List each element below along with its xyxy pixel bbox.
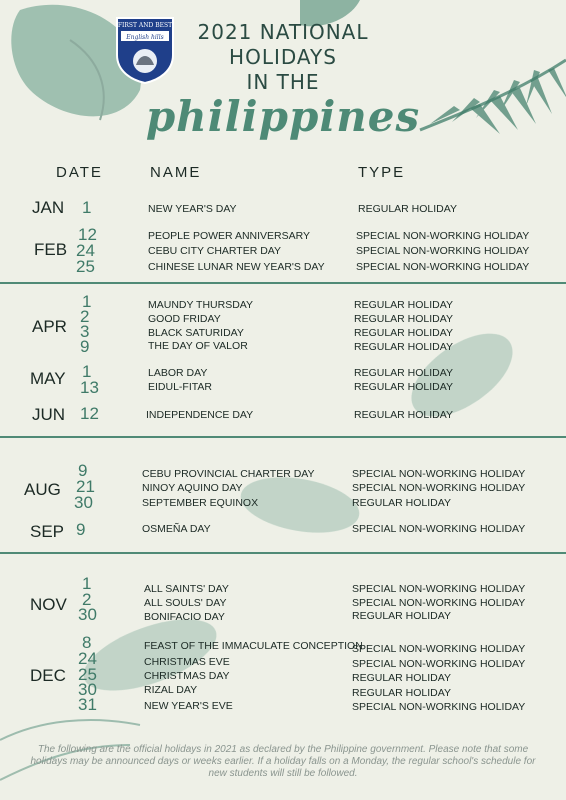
holiday-day: 24 <box>76 241 95 260</box>
holiday-type: SPECIAL NON-WORKING HOLIDAY <box>356 230 530 242</box>
holiday-day: 25 <box>78 665 97 684</box>
holiday-day: 2 <box>80 307 90 326</box>
holiday-day: 25 <box>76 257 95 276</box>
holiday-name: RIZAL DAY <box>144 684 198 696</box>
holiday-day: 21 <box>76 477 95 496</box>
holiday-type: SPECIAL NON-WORKING HOLIDAY <box>352 658 526 670</box>
header-date: DATE <box>56 164 103 181</box>
holiday-name: CHRISTMAS DAY <box>144 670 230 682</box>
holiday-name: GOOD FRIDAY <box>148 313 221 325</box>
footer-note: The following are the official holidays in 2021 as declared by the Philippine government. Please note that some holidays may be announced days or weeks earlier. If a holiday falls on a Monday, the regular school's schedule for new students will still be followed. <box>30 744 536 779</box>
holiday-name: NINOY AQUINO DAY <box>142 482 243 494</box>
holiday-day: 9 <box>80 337 90 356</box>
holiday-name: FEAST OF THE IMMACULATE CONCEPTION <box>144 640 363 652</box>
month-may: MAY <box>30 369 66 388</box>
month-jun: JUN <box>32 405 66 424</box>
holiday-day: 2 <box>82 590 92 609</box>
month-jan: JAN <box>32 198 65 217</box>
holiday-name: BLACK SATURIDAY <box>148 327 244 339</box>
holiday-name: EIDUL-FITAR <box>148 381 212 393</box>
holiday-type: REGULAR HOLIDAY <box>354 299 453 311</box>
holiday-type: REGULAR HOLIDAY <box>354 341 453 353</box>
holiday-name: PEOPLE POWER ANNIVERSARY <box>148 230 311 242</box>
section-divider <box>0 436 566 438</box>
holiday-type: REGULAR HOLIDAY <box>354 313 453 325</box>
title-script: philippines <box>145 92 421 141</box>
holiday-name: SEPTEMBER EQUINOX <box>142 497 259 509</box>
holiday-name: MAUNDY THURSDAY <box>148 299 254 311</box>
title-line-1: 2021 NATIONAL <box>197 20 369 44</box>
holiday-type: REGULAR HOLIDAY <box>354 367 453 379</box>
holiday-day: 9 <box>78 461 88 480</box>
header-name: NAME <box>150 164 202 181</box>
holiday-name: BONIFACIO DAY <box>144 611 225 623</box>
holiday-type: SPECIAL NON-WORKING HOLIDAY <box>356 245 530 257</box>
holiday-name: NEW YEAR'S DAY <box>148 203 237 215</box>
holiday-day: 1 <box>82 574 92 593</box>
holiday-day: 30 <box>78 680 97 699</box>
holiday-type: REGULAR HOLIDAY <box>352 497 451 509</box>
holiday-name: LABOR DAY <box>148 367 208 379</box>
holiday-name: THE DAY OF VALOR <box>148 340 248 352</box>
holiday-day: 24 <box>78 649 97 668</box>
holiday-day: 8 <box>82 633 92 652</box>
holiday-type: SPECIAL NON-WORKING HOLIDAY <box>352 643 526 655</box>
month-nov: NOV <box>30 595 67 614</box>
month-aug: AUG <box>24 480 61 499</box>
holiday-day: 12 <box>78 225 97 244</box>
holiday-type: SPECIAL NON-WORKING HOLIDAY <box>352 523 526 535</box>
holiday-day: 9 <box>76 520 86 539</box>
holiday-type: SPECIAL NON-WORKING HOLIDAY <box>352 468 526 480</box>
holiday-type: REGULAR HOLIDAY <box>354 409 453 421</box>
holiday-type: REGULAR HOLIDAY <box>352 672 451 684</box>
holiday-day: 30 <box>74 493 93 512</box>
holiday-day: 31 <box>78 695 97 714</box>
holiday-type: REGULAR HOLIDAY <box>354 381 453 393</box>
holiday-name: NEW YEAR'S EVE <box>144 700 233 712</box>
holiday-name: CHINESE LUNAR NEW YEAR'S DAY <box>148 261 325 273</box>
holiday-type: SPECIAL NON-WORKING HOLIDAY <box>352 583 526 595</box>
holiday-name: CHRISTMAS EVE <box>144 656 230 668</box>
holiday-day: 12 <box>80 404 99 423</box>
section-divider <box>0 552 566 554</box>
month-feb: FEB <box>34 240 68 259</box>
holiday-name: CEBU PROVINCIAL CHARTER DAY <box>142 468 315 480</box>
holiday-day: 1 <box>82 292 92 311</box>
holiday-type: REGULAR HOLIDAY <box>358 203 457 215</box>
holiday-name: CEBU CITY CHARTER DAY <box>148 245 282 257</box>
holiday-name: ALL SOULS' DAY <box>144 597 227 609</box>
holiday-day: 1 <box>82 198 92 217</box>
holiday-type: REGULAR HOLIDAY <box>354 327 453 339</box>
holiday-type: SPECIAL NON-WORKING HOLIDAY <box>352 701 526 713</box>
holiday-day: 30 <box>78 605 97 624</box>
title-line-3: IN THE <box>246 70 320 94</box>
month-dec: DEC <box>30 666 66 685</box>
holiday-name: OSMEÑA DAY <box>142 523 211 535</box>
holiday-day: 13 <box>80 378 99 397</box>
holiday-type: SPECIAL NON-WORKING HOLIDAY <box>356 261 530 273</box>
holiday-type: REGULAR HOLIDAY <box>352 687 451 699</box>
holiday-name: INDEPENDENCE DAY <box>146 409 254 421</box>
holiday-day: 3 <box>80 322 90 341</box>
holiday-type: REGULAR HOLIDAY <box>352 610 451 622</box>
holiday-name: ALL SAINTS' DAY <box>144 583 229 595</box>
holiday-type: SPECIAL NON-WORKING HOLIDAY <box>352 597 526 609</box>
month-sep: SEP <box>30 522 65 541</box>
holiday-type: SPECIAL NON-WORKING HOLIDAY <box>352 482 526 494</box>
logo-bottom-text: English hills <box>126 34 164 41</box>
holiday-day: 1 <box>82 362 92 381</box>
section-divider <box>0 282 566 284</box>
title-line-2: HOLIDAYS <box>229 45 337 69</box>
month-apr: APR <box>32 317 67 336</box>
header-type: TYPE <box>358 164 406 181</box>
logo-top-text: FIRST AND BEST <box>117 22 173 29</box>
